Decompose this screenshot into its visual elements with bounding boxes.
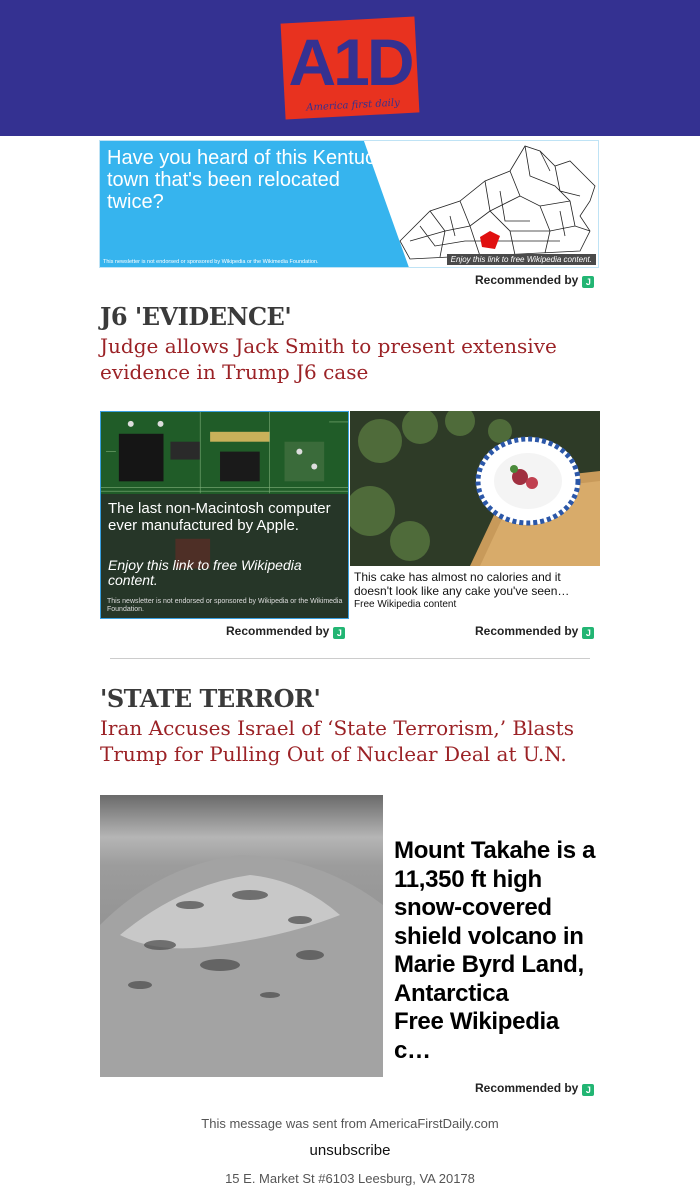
footer-address: 15 E. Market St #6103 Leesburg, VA 20178 bbox=[225, 1171, 475, 1186]
recommended-by-label[interactable] bbox=[475, 273, 594, 287]
ad-title-block bbox=[394, 837, 600, 1065]
recommended-by-text: Recommended by bbox=[475, 1081, 579, 1095]
volcano-aerial-image bbox=[100, 795, 383, 1077]
ad-cake[interactable] bbox=[350, 411, 600, 619]
ad-enjoy-label: Enjoy this link to free Wikipedia content. bbox=[447, 254, 596, 265]
ad-title: This cake has almost no calories and it doesn't look like any cake you've seen… bbox=[354, 570, 570, 598]
email-header bbox=[0, 0, 700, 136]
ad-disclaimer: This newsletter is not endorsed or sponsored by Wikipedia or the Wikimedia Foundation. bbox=[103, 259, 319, 265]
footer-unsubscribe-row bbox=[0, 1142, 700, 1159]
ad-subtitle: Free Wikipedia content bbox=[354, 599, 457, 610]
ad-headline: Have you heard of this Kentucky town that's been relocated twice? bbox=[107, 147, 395, 213]
jeeng-badge-icon: J bbox=[333, 627, 345, 639]
recommended-by-label[interactable] bbox=[475, 624, 594, 638]
cake-plate-image bbox=[350, 411, 600, 566]
logo-tagline: America first daily bbox=[306, 97, 400, 114]
story-kicker: 'STATE TERROR' bbox=[100, 684, 321, 713]
story-kicker: J6 'EVIDENCE' bbox=[100, 302, 292, 331]
unsubscribe-link[interactable]: unsubscribe bbox=[309, 1142, 391, 1159]
logo-text: A1D bbox=[288, 25, 412, 99]
ad-subtitle: Free Wikipedia c… bbox=[394, 1008, 559, 1064]
ad-disclaimer: This newsletter is not endorsed or sponsored by Wikipedia or the Wikimedia Foundation. bbox=[107, 598, 343, 613]
ad-title: Mount Takahe is a 11,350 ft high snow-covered shield volcano in Marie Byrd Land, Antarctica bbox=[394, 837, 596, 1007]
recommended-by-label[interactable] bbox=[475, 1081, 594, 1095]
footer-sent-from: This message was sent from AmericaFirstDaily.com bbox=[201, 1116, 499, 1131]
recommended-by-text: Recommended by bbox=[226, 624, 330, 638]
ad-enjoy-label: Enjoy this link to free Wikipedia content. bbox=[108, 557, 302, 588]
jeeng-badge-icon: J bbox=[582, 1084, 594, 1096]
ad-title: The last non-Macintosh computer ever manufactured by Apple. bbox=[108, 500, 331, 534]
ad-kentucky-town[interactable] bbox=[99, 140, 599, 268]
story-headline-link[interactable]: Iran Accuses Israel of ‘State Terrorism,’ Blasts Trump for Pulling Out of Nuclear Deal at U.N. bbox=[100, 716, 574, 766]
jeeng-badge-icon: J bbox=[582, 627, 594, 639]
a1d-logo[interactable] bbox=[283, 14, 417, 122]
jeeng-badge-icon: J bbox=[582, 276, 594, 288]
ad-apple-computer[interactable] bbox=[100, 411, 349, 619]
recommended-by-label[interactable] bbox=[226, 624, 345, 638]
recommended-by-text: Recommended by bbox=[475, 624, 579, 638]
story-headline-link[interactable]: Judge allows Jack Smith to present extensive evidence in Trump J6 case bbox=[100, 334, 557, 384]
kentucky-map-image bbox=[390, 141, 599, 268]
section-divider bbox=[110, 658, 590, 659]
recommended-by-text: Recommended by bbox=[475, 273, 579, 287]
ad-mount-takahe[interactable] bbox=[100, 795, 600, 1077]
